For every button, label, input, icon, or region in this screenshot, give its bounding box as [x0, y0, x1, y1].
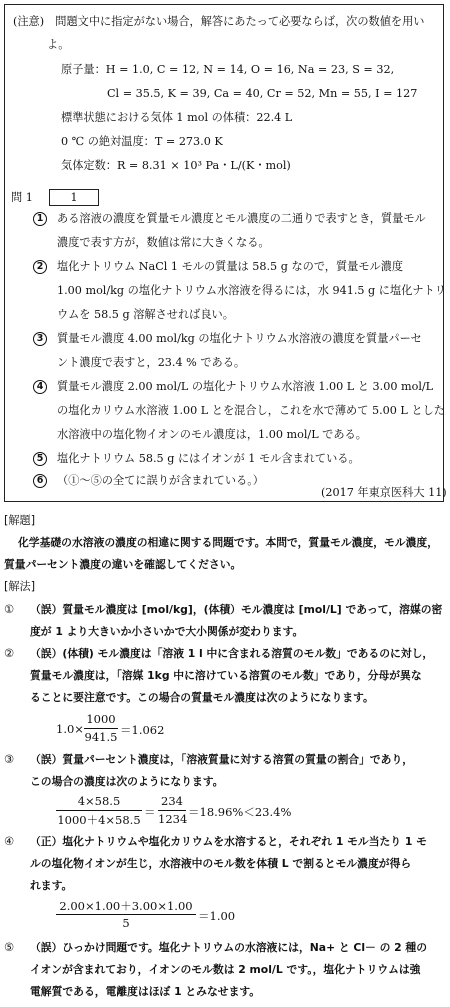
notice-line-1: (注意) 問題文中に指定がない場合，解答にあたって必要ならば，次の数値を用い [13, 15, 425, 28]
eq3-equals: ＝ [144, 805, 156, 819]
option-1-line-1: ある溶液の濃度を質量モル濃度とモル濃度の二通りで表すとき，質量モル [57, 212, 426, 225]
item-5-line-3: 電解質である，電離度はほぼ 1 とみなせます。 [30, 985, 261, 998]
option-3-line-1: 質量モル濃度 4.00 mol/kg の塩化ナトリウム水溶液の濃度を質量パーセ [57, 332, 422, 345]
absolute-temp: 0 ℃ の絶対温度：T = 273.0 K [61, 135, 223, 148]
eq2-fraction-bar [84, 728, 118, 729]
option-1-line-2: 濃度で表す方が，数値は常に大きくなる。 [57, 236, 270, 249]
equation-4 [56, 896, 256, 932]
option-1-marker: 1 [33, 212, 47, 226]
item-2-line-3: ることに要注意です。この場合の質量モル濃度は次のようになります。 [30, 691, 374, 704]
option-5-line-1: 塩化ナトリウム 58.5 g にはイオンが 1 モル含まれている。 [57, 452, 360, 465]
item-5-mark: ⑤ [4, 941, 15, 954]
source-citation: (2017 年東京医科大 11) [321, 486, 447, 499]
eq2-result: ＝1.062 [120, 723, 165, 737]
eq3-numerator-2: 234 [161, 794, 183, 808]
option-2-marker: 2 [33, 260, 47, 274]
option-2-line-2: 1.00 mol/kg の塩化ナトリウム水溶液を得るには，水 941.5 g に塩化ナトリ [57, 284, 446, 297]
eq2-denominator: 941.5 [84, 730, 118, 744]
eq3-fraction-bar-1 [56, 810, 142, 811]
eq3-numerator-1: 4×58.5 [77, 794, 121, 808]
option-2-line-1: 塩化ナトリウム NaCl 1 モルの質量は 58.5 g なので，質量モル濃度 [57, 260, 404, 273]
option-6-marker: 6 [33, 474, 47, 488]
option-4-marker: 4 [33, 380, 47, 394]
item-5-line-2: イオンが含まれており，イオンのモル数は 2 mol/L です。，塩化ナトリウムは強 [30, 963, 421, 976]
equation-2 [56, 710, 206, 746]
gas-constant: 気体定数：R = 8.31 × 10³ Pa・L/(K・mol) [61, 159, 291, 172]
eq4-result: ＝1.00 [198, 909, 236, 923]
item-1-line-2: 度が 1 より大きいか小さいかで大小関係が変わります。 [30, 625, 304, 638]
eq2-pre: 1.0× [56, 722, 84, 736]
equation-3 [56, 792, 346, 830]
molar-volume: 標準状態における気体 1 mol の体積：22.4 L [61, 111, 293, 124]
atomic-weights-1: 原子量：H = 1.0, C = 12, N = 14, O = 16, Na = 23, S = 32, [61, 63, 395, 76]
item-4-line-2: ルの塩化物イオンが生じ，水溶液中のモル数を体積 L で割るとモル濃度が得ら [30, 857, 412, 870]
eq3-denominator-1: 1000＋4×58.5 [57, 813, 141, 827]
eq3-result: ＝18.96%＜23.4% [188, 805, 292, 819]
item-3-line-2: この場合の濃度は次のようになります。 [30, 775, 224, 788]
item-1-line-1: （誤）質量モル濃度は [mol/kg]，(体積）モル濃度は [mol/L] であって，溶媒の密 [30, 603, 443, 616]
item-2-line-2: 質量モル濃度は，「溶媒 1kg 中に溶けている溶質のモル数」であり，分母が異な [30, 669, 422, 682]
option-4-line-1: 質量モル濃度 2.00 mol/L の塩化ナトリウム水溶液 1.00 L と 3.00 mol/L [57, 380, 434, 393]
item-4-line-1: （正）塩化ナトリウムや塩化カリウムを水溶すると，それぞれ 1 モル当たり 1 モ [30, 835, 427, 848]
intro-line-1: 化学基礎の水溶液の濃度の相違に関する問題です。本問で，質量モル濃度，モル濃度， [18, 536, 438, 549]
intro-line-2: 質量パーセント濃度の違いを確認してください。 [4, 558, 242, 571]
item-2-mark: ② [4, 647, 15, 660]
option-4-line-3: 水溶液中の塩化物イオンのモル濃度は，1.00 mol/L である。 [57, 428, 367, 441]
option-3-line-2: ント濃度で表すと，23.4 % である。 [57, 356, 246, 369]
option-6-line-1: （①～⑤の全てに誤りが含まれている。） [57, 474, 264, 487]
option-2-line-3: ウムを 58.5 g 溶解させれば良い。 [57, 308, 234, 321]
item-4-line-3: れます。 [30, 879, 73, 892]
eq2-numerator: 1000 [86, 712, 116, 726]
answer-box: 1 [49, 189, 99, 206]
item-3-line-1: （誤）質量パーセント濃度は，「溶液質量に対する溶質の質量の割合」であり， [30, 753, 414, 766]
item-4-mark: ④ [4, 835, 15, 848]
question-label: 問 1 [11, 191, 33, 204]
option-3-marker: 3 [33, 332, 47, 346]
kaidai-header: [解題] [4, 514, 36, 527]
eq4-fraction-bar [56, 914, 196, 915]
option-5-marker: 5 [33, 452, 47, 466]
eq3-denominator-2: 1234 [158, 812, 188, 826]
eq3-fraction-bar-2 [158, 810, 186, 811]
notice-line-2: よ。 [47, 38, 70, 51]
atomic-weights-2: Cl = 35.5, K = 39, Ca = 40, Cr = 52, Mn = 55, I = 127 [107, 87, 418, 100]
item-3-mark: ③ [4, 753, 15, 766]
question-box [4, 4, 447, 502]
eq4-denominator: 5 [122, 916, 130, 930]
kaiho-header: [解法] [4, 580, 36, 593]
item-5-line-1: （誤）ひっかけ問題です。塩化ナトリウムの水溶液には，Na+ と Cl－ の 2 種の [30, 941, 428, 954]
option-4-line-2: の塩化カリウム水溶液 1.00 L とを混合し，これを水で薄めて 5.00 L とした [57, 404, 445, 417]
item-1-mark: ① [4, 603, 15, 616]
item-2-line-1: （誤）(体積) モル濃度は「溶液 1 l 中に含まれる溶質のモル数」であるのに対し， [30, 647, 434, 660]
eq4-numerator: 2.00×1.00＋3.00×1.00 [59, 899, 193, 913]
